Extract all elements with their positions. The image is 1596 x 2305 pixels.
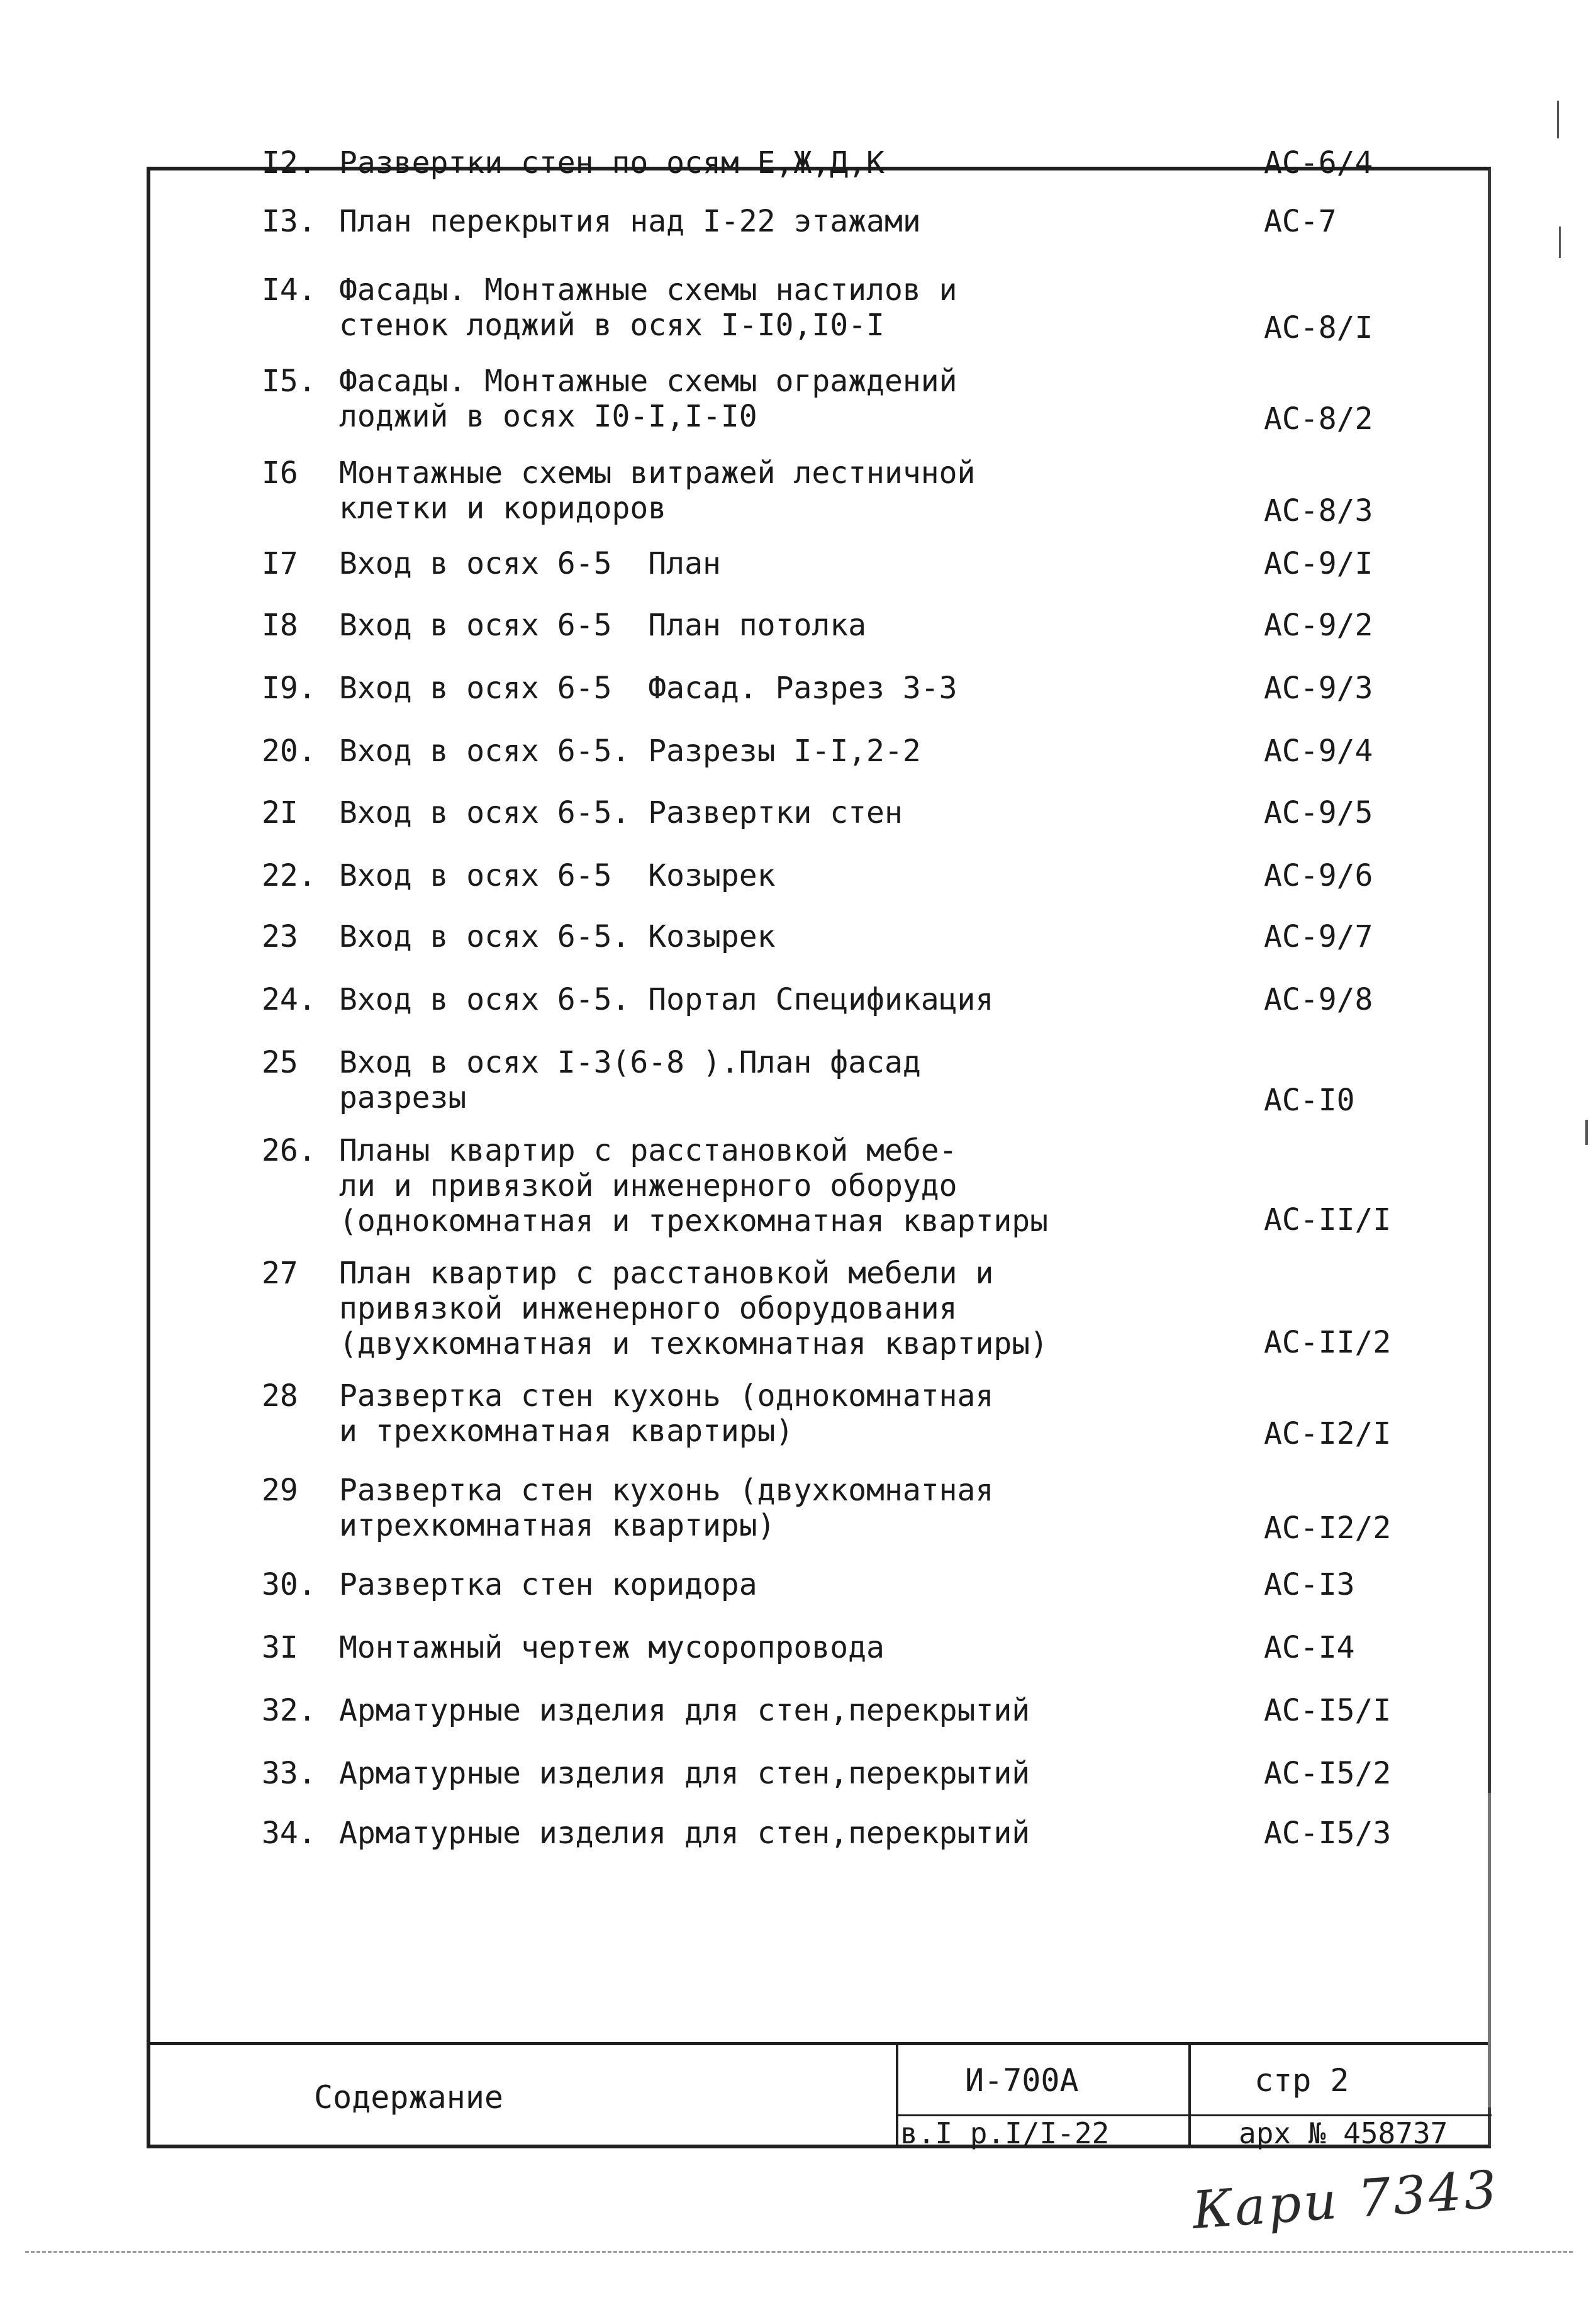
row-number: I2.	[262, 145, 316, 181]
row-title: Монтажные схемы витражей лестничной клетки и коридоров	[339, 455, 976, 526]
row-sheet-code: АС-9/7	[1264, 919, 1373, 954]
row-sheet-code: АС-I0	[1264, 1083, 1355, 1118]
handwritten-note: Кари 7343	[1190, 2160, 1502, 2241]
row-title: Вход в осях 6-5. Развертки стен	[339, 795, 903, 830]
row-sheet-code: АС-8/I	[1264, 310, 1373, 345]
margin-mark	[1559, 226, 1561, 258]
title-block	[150, 2042, 1488, 2148]
row-title: Вход в осях 6-5. Козырек	[339, 919, 776, 954]
row-number: 2I	[262, 795, 298, 830]
row-number: 26.	[262, 1133, 316, 1168]
title-block-issue: в.I р.I/I-22	[900, 2116, 1110, 2150]
row-number: 32.	[262, 1693, 316, 1728]
margin-mark	[1585, 1120, 1588, 1145]
scan-edge-line	[25, 2251, 1573, 2253]
row-number: I4.	[262, 272, 316, 308]
row-title: Развертка стен коридора	[339, 1567, 757, 1602]
title-block-divider	[1188, 2045, 1191, 2148]
row-sheet-code: АС-I5/3	[1264, 1816, 1392, 1851]
row-number: 27	[262, 1256, 298, 1291]
row-title: Развертки стен по осям Е,Ж,Д,К	[339, 145, 884, 181]
row-sheet-code: АС-II/2	[1264, 1325, 1392, 1360]
title-block-divider	[896, 2045, 898, 2148]
row-sheet-code: АС-I5/I	[1264, 1693, 1392, 1728]
row-number: I5.	[262, 364, 316, 399]
row-sheet-code: АС-I4	[1264, 1630, 1355, 1665]
row-title: Арматурные изделия для стен,перекрытий	[339, 1816, 1030, 1851]
row-number: 28	[262, 1378, 298, 1414]
row-title: Вход в осях 6-5. Портал Спецификация	[339, 982, 994, 1017]
row-number: 29	[262, 1473, 298, 1508]
row-number: I9.	[262, 671, 316, 706]
row-sheet-code: АС-9/4	[1264, 734, 1373, 769]
row-number: I7	[262, 546, 298, 581]
title-block-archive: арх № 458737	[1239, 2116, 1448, 2150]
row-number: 25	[262, 1045, 298, 1080]
title-block-page: стр 2	[1254, 2062, 1349, 2099]
row-number: I3.	[262, 204, 316, 239]
row-sheet-code: АС-II/I	[1264, 1202, 1392, 1237]
row-number: 23	[262, 919, 298, 954]
row-title: Арматурные изделия для стен,перекрытий	[339, 1693, 1030, 1728]
row-title: Монтажный чертеж мусоропровода	[339, 1630, 884, 1665]
row-sheet-code: АС-I5/2	[1264, 1756, 1392, 1791]
row-title: Планы квартир с расстановкой мебе- ли и привязкой инженерного оборудо (однокомнатная и трехкомнатная квартиры	[339, 1133, 1049, 1239]
row-sheet-code: АС-I2/2	[1264, 1510, 1392, 1546]
row-title: Арматурные изделия для стен,перекрытий	[339, 1756, 1030, 1791]
row-title: Вход в осях 6-5 План	[339, 546, 721, 581]
row-title: План квартир с расстановкой мебели и привязкой инженерного оборудования (двухкомнатная и техкомнатная квартиры)	[339, 1256, 1049, 1361]
row-sheet-code: АС-9/5	[1264, 795, 1373, 830]
row-title: Вход в осях 6-5 План потолка	[339, 608, 867, 643]
row-number: 30.	[262, 1567, 316, 1602]
row-title: Вход в осях 6-5 Козырек	[339, 858, 776, 893]
scan-edge-mark	[1488, 1793, 1491, 2107]
row-sheet-code: АС-I3	[1264, 1567, 1355, 1602]
row-number: 20.	[262, 734, 316, 769]
margin-mark	[1557, 101, 1559, 138]
row-number: 34.	[262, 1816, 316, 1851]
row-title: Вход в осях I-3(6-8 ).План фасад разрезы	[339, 1045, 921, 1115]
row-sheet-code: АС-9/2	[1264, 608, 1373, 643]
row-number: 24.	[262, 982, 316, 1017]
row-sheet-code: АС-9/I	[1264, 546, 1373, 581]
title-block-series: И-700А	[965, 2062, 1079, 2099]
row-number: 22.	[262, 858, 316, 893]
row-number: I6	[262, 455, 298, 491]
row-sheet-code: АС-6/4	[1264, 145, 1373, 181]
row-title: Фасады. Монтажные схемы настилов и стенок лоджий в осях I-I0,I0-I	[339, 272, 957, 343]
title-block-title: Содержание	[314, 2079, 504, 2116]
row-title: Вход в осях 6-5. Разрезы I-I,2-2	[339, 734, 921, 769]
row-title: Фасады. Монтажные схемы ограждений лоджий в осях I0-I,I-I0	[339, 364, 957, 434]
row-number: I8	[262, 608, 298, 643]
row-title: Развертка стен кухонь (однокомнатная и трехкомнатная квартиры)	[339, 1378, 994, 1449]
row-sheet-code: АС-9/8	[1264, 982, 1373, 1017]
document-frame	[147, 145, 1491, 2150]
row-sheet-code: АС-I2/I	[1264, 1416, 1392, 1451]
row-title: Вход в осях 6-5 Фасад. Разрез 3-3	[339, 671, 957, 706]
row-number: 3I	[262, 1630, 298, 1665]
row-title: План перекрытия над I-22 этажами	[339, 204, 921, 239]
row-sheet-code: АС-8/2	[1264, 401, 1373, 437]
row-sheet-code: АС-8/3	[1264, 493, 1373, 528]
row-sheet-code: АС-9/6	[1264, 858, 1373, 893]
row-title: Развертка стен кухонь (двухкомнатная итрехкомнатная квартиры)	[339, 1473, 994, 1543]
row-sheet-code: АС-7	[1264, 204, 1337, 239]
row-sheet-code: АС-9/3	[1264, 671, 1373, 706]
row-number: 33.	[262, 1756, 316, 1791]
